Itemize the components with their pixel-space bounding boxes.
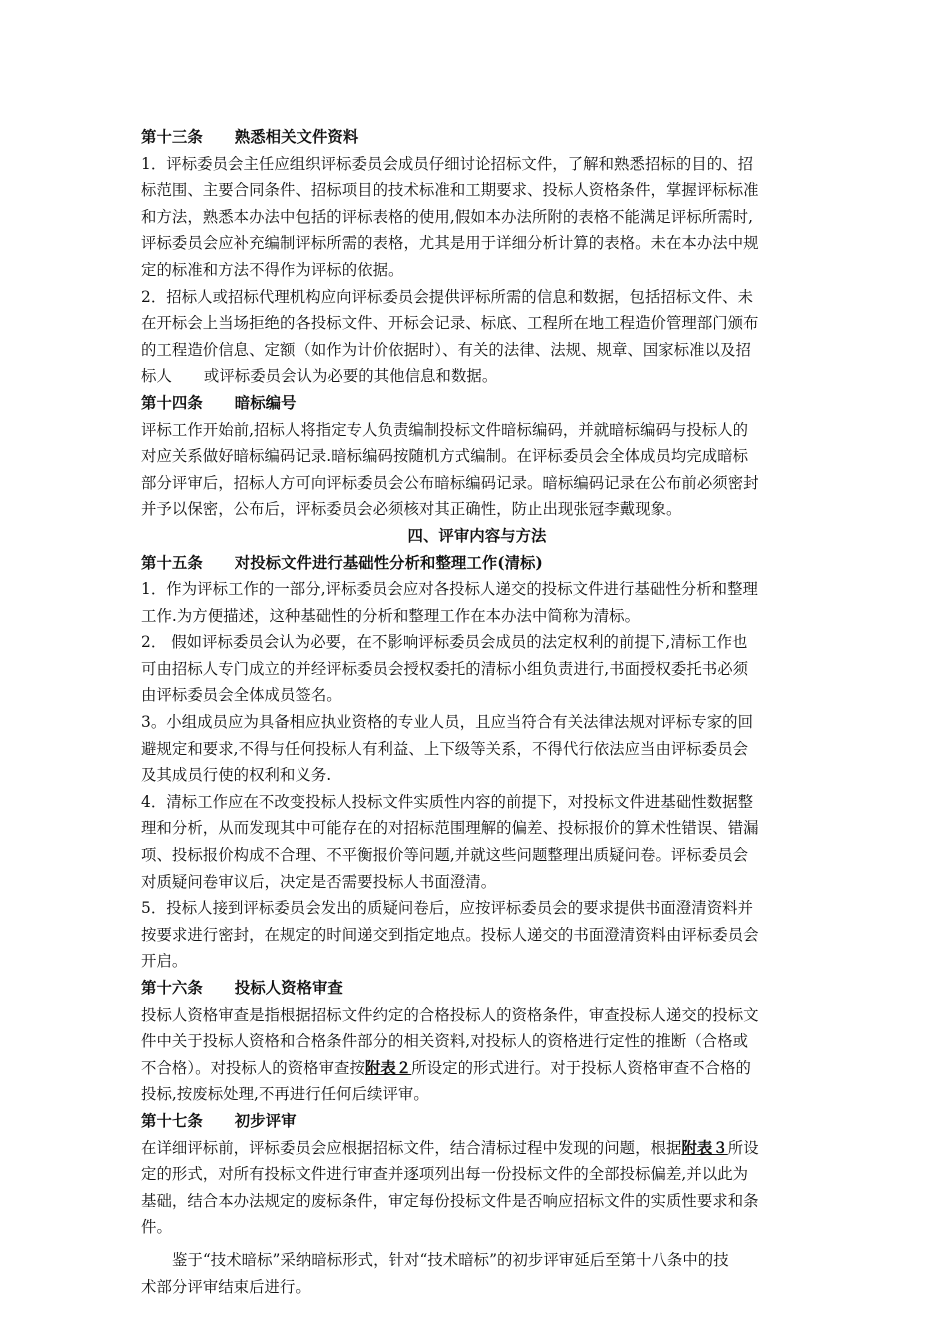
- paragraph-line: 部分评审后，招标人方可向评标委员会公布暗标编码记录。暗标编码记录在公布前必须密封: [141, 473, 759, 492]
- paragraph-line: 可由招标人专门成立的并经评标委员会授权委托的清标小组负责进行,书面授权委托书必须: [141, 659, 749, 678]
- article-17-title: 初步评审: [234, 1111, 297, 1130]
- paragraph-line: 并予以保密，公布后，评标委员会必须核对其正确性，防止出现张冠李戴现象。: [141, 500, 682, 519]
- text-fragment: 标人: [141, 367, 172, 386]
- paragraph-line: 开启。: [141, 952, 188, 971]
- appendix-table-2-link[interactable]: 附表２: [364, 1058, 412, 1077]
- paragraph-line: 及其成员行使的权利和义务.: [141, 766, 332, 785]
- article-16-heading: [141, 975, 813, 1002]
- chapter-4-title: 四、评审内容与方法: [407, 526, 547, 545]
- paragraph-line: 件。: [141, 1218, 172, 1237]
- paragraph-line: 投标,按废标处理,不再进行任何后续评审。: [141, 1085, 429, 1104]
- paragraph-line: 在开标会上当场拒绝的各投标文件、开标会记录、标底、工程所在地工程造价管理部门颁布: [141, 314, 759, 333]
- paragraph-line: 1．评标委员会主任应组织评标委员会成员仔细讨论招标文件，了解和熟悉招标的目的、招: [141, 154, 754, 173]
- paragraph-line: 由评标委员会全体成员签名。: [141, 686, 342, 705]
- text-fragment: 在详细评标前，评标委员会应根据招标文件，结合清标过程中发现的问题，根据: [141, 1138, 682, 1157]
- text-fragment: 不合格）。对投标人的资格审查按: [141, 1058, 365, 1077]
- paragraph-line: 件中关于投标人资格和合格条件部分的相关资料,对投标人的资格进行定性的推断（合格或: [141, 1032, 749, 1051]
- article-15-title: 对投标文件进行基础性分析和整理工作(清标): [234, 553, 543, 572]
- paragraph-line: 和方法，熟悉本办法中包括的评标表格的使用,假如本办法所附的表格不能满足评标所需时,: [141, 207, 754, 226]
- paragraph-line: 2．招标人或招标代理机构应向评标委员会提供评标所需的信息和数据，包括招标文件、未: [141, 287, 754, 306]
- appendix-table-3-link[interactable]: 附表３: [681, 1138, 728, 1157]
- paragraph-line: [141, 1135, 813, 1162]
- paragraph-line: 的工程造价信息、定额（如作为计价依据时）、有关的法律、法规、规章、国家标准以及招: [141, 340, 751, 359]
- paragraph-line: 5．投标人接到评标委员会发出的质疑问卷后，应按评标委员会的要求提供书面澄清资料并: [141, 899, 754, 918]
- article-14-title: 暗标编号: [234, 393, 297, 412]
- text-fragment: 所设: [727, 1138, 759, 1157]
- article-17-number: 第十七条: [141, 1111, 203, 1130]
- paragraph-line: 评标委员会应补充编制评标所需的表格，尤其是用于详细分析计算的表格。未在本办法中规: [141, 234, 759, 253]
- paragraph-line: 3。小组成员应为具备相应执业资格的专业人员，且应当符合有关法律法规对评标专家的回: [141, 713, 754, 732]
- paragraph-line: 2． 假如评标委员会认为必要，在不影响评标委员会成员的法定权利的前提下,清标工作也: [141, 633, 748, 652]
- paragraph-line: 投标人资格审查是指根据招标文件约定的合格投标人的资格条件，审查投标人递交的投标文: [141, 1005, 759, 1024]
- article-13-title: 熟悉相关文件资料: [234, 128, 359, 146]
- paragraph-line: 理和分析，从而发现其中可能存在的对招标范围理解的偏差、投标报价的算术性错误、错漏: [141, 819, 759, 838]
- article-17-heading: [141, 1108, 813, 1135]
- paragraph-line: 工作.为方便描述，这种基础性的分析和整理工作在本办法中简称为清标。: [141, 606, 641, 625]
- paragraph-line: 对质疑问卷审议后，决定是否需要投标人书面澄清。: [141, 872, 497, 891]
- article-14-number: 第十四条: [141, 393, 203, 412]
- text-fragment: 所设定的形式进行。对于投标人资格审查不合格的: [411, 1058, 751, 1077]
- paragraph-line: [141, 1055, 813, 1082]
- paragraph-line: 鉴于“技术暗标”采纳暗标形式，针对“技术暗标”的初步评审延后至第十八条中的技: [172, 1250, 729, 1269]
- article-16-number: 第十六条: [141, 979, 203, 997]
- document-page: [141, 124, 813, 1300]
- paragraph-line: 定的形式，对所有投标文件进行审查并逐项列出每一份投标文件的全部投标偏差,并以此为: [141, 1165, 749, 1184]
- text-fragment: 或评标委员会认为必要的其他信息和数据。: [203, 367, 498, 386]
- paragraph-line: 项、投标报价构成不合理、不平衡报价等问题,并就这些问题整理出质疑问卷。评标委员会: [141, 846, 749, 865]
- paragraph-line: 评标工作开始前,招标人将指定专人负责编制投标文件暗标编码，并就暗标编码与投标人的: [141, 420, 749, 439]
- article-15-number: 第十五条: [141, 553, 203, 572]
- paragraph-line: [141, 363, 813, 390]
- article-13-heading: [141, 124, 813, 151]
- paragraph-line: 术部分评审结束后进行。: [141, 1277, 311, 1296]
- paragraph-line: 标范围、主要合同条件、招标项目的技术标准和工期要求、投标人资格条件，掌握评标标准: [141, 181, 759, 200]
- paragraph-line: 避规定和要求,不得与任何投标人有利益、上下级等关系，不得代行依法应当由评标委员会: [141, 739, 749, 758]
- article-15-heading: [141, 550, 813, 577]
- article-14-heading: [141, 390, 813, 417]
- paragraph-line: 按要求进行密封，在规定的时间递交到指定地点。投标人递交的书面澄清资料由评标委员会: [141, 925, 759, 944]
- paragraph-line: 对应关系做好暗标编码记录.暗标编码按随机方式编制。在评标委员会全体成员均完成暗标: [141, 447, 749, 466]
- article-16-title: 投标人资格审查: [234, 979, 343, 997]
- paragraph-line: 1．作为评标工作的一部分,评标委员会应对各投标人递交的投标文件进行基础性分析和整理: [141, 580, 758, 599]
- paragraph-line: 基础，结合本办法规定的废标条件，审定每份投标文件是否响应招标文件的实质性要求和条: [141, 1191, 759, 1210]
- paragraph-line: 定的标准和方法不得作为评标的依据。: [141, 260, 404, 279]
- paragraph-line: 4．清标工作应在不改变投标人投标文件实质性内容的前提下，对投标文件进基础性数据整: [141, 792, 754, 811]
- article-13-number: 第十三条: [141, 128, 203, 146]
